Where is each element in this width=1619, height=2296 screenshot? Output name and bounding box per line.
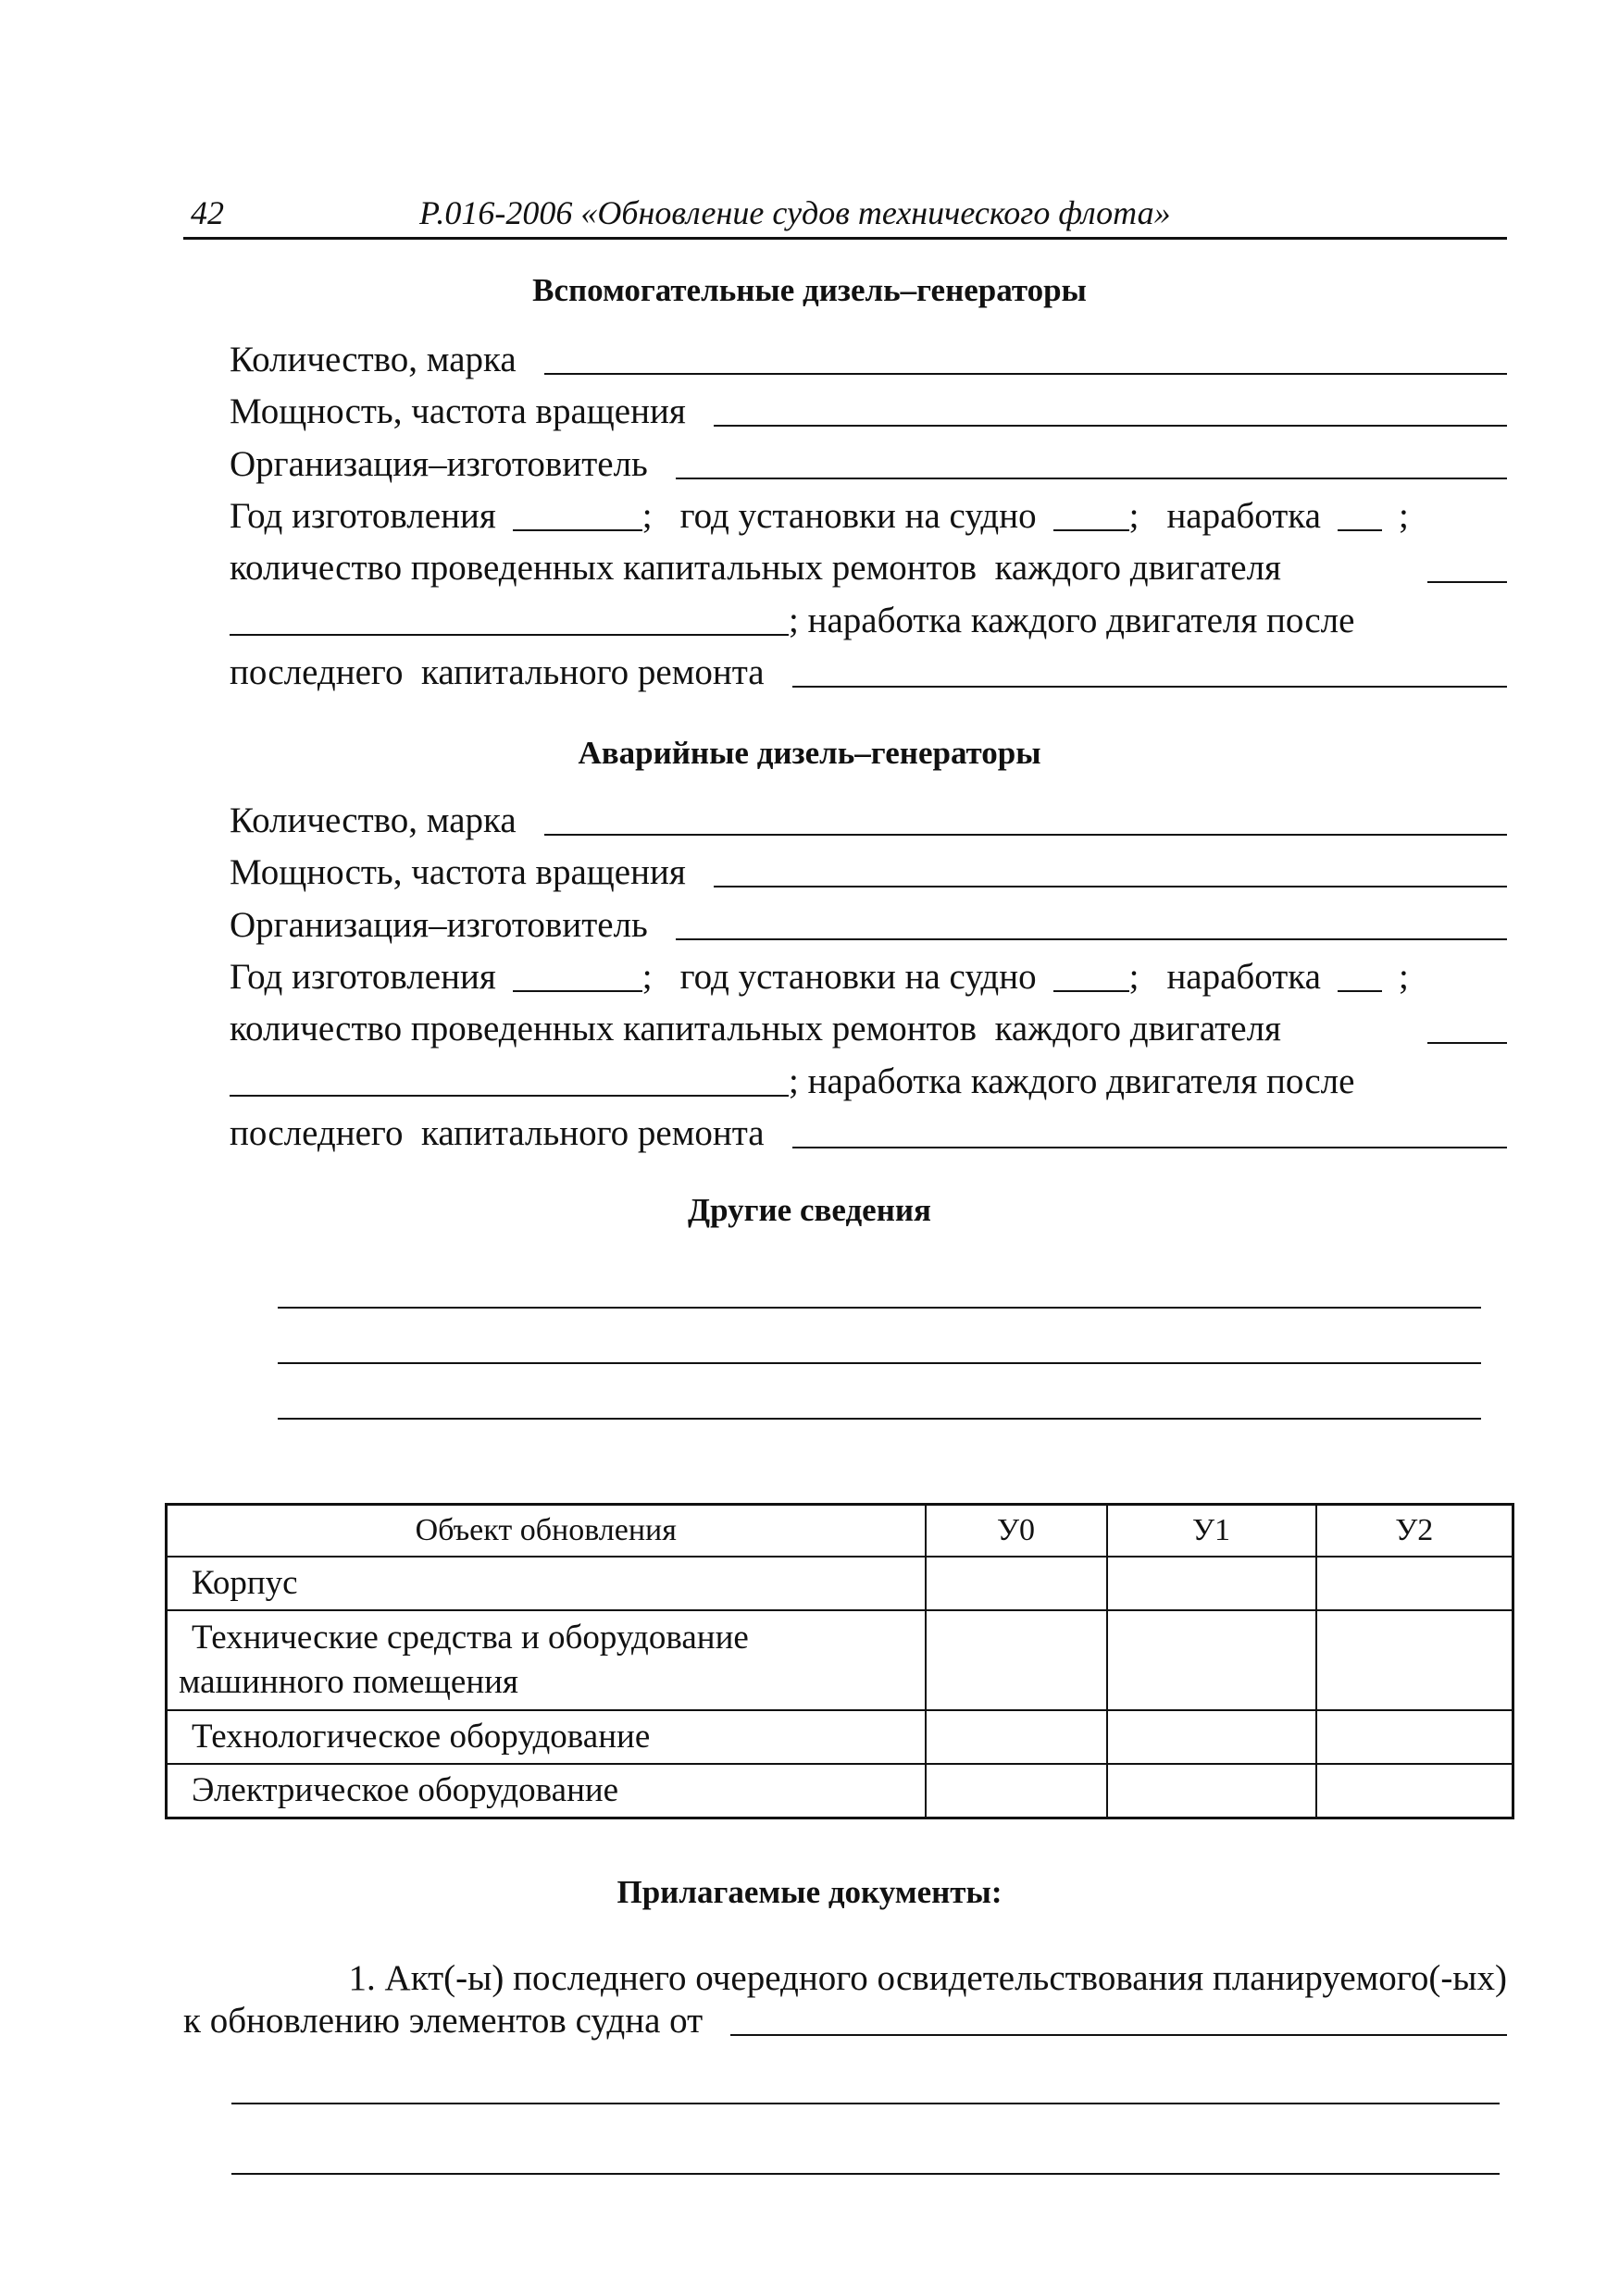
aux-manufacturer-field[interactable] — [676, 444, 1507, 479]
cell-u1[interactable] — [1107, 1610, 1316, 1710]
em-runtime-after-label: ; наработка каждого двигателя после — [789, 1061, 1355, 1101]
row-label-text: Электрическое оборудование — [192, 1771, 619, 1809]
semicolon: ; — [1398, 496, 1409, 536]
row-label-text: Корпус — [192, 1564, 298, 1602]
aux-year-installed-field[interactable] — [1053, 496, 1129, 531]
em-runtime-label: наработка — [1166, 957, 1321, 997]
aux-count-brand-row — [230, 338, 1507, 382]
aux-runtime-after-label: ; наработка каждого двигателя после — [789, 601, 1355, 640]
attached-docs-line-2[interactable] — [231, 2173, 1500, 2175]
aux-year-row — [230, 494, 1507, 539]
aux-count-brand-label: Количество, марка — [230, 340, 517, 379]
col-header-object: Объект обновления — [167, 1505, 926, 1558]
row-label-text: Технологическое оборудование — [192, 1718, 651, 1756]
attached-item-1-line-1: 1. Акт(-ы) последнего очередного освидетельствования планируемого(-ых) — [348, 1958, 1507, 1998]
em-runtime-field[interactable] — [1338, 957, 1382, 992]
table-row — [167, 1557, 1513, 1610]
attached-item-1-date-field[interactable] — [730, 2001, 1507, 2036]
em-last-overhaul-label: последнего капитального ремонта — [230, 1113, 765, 1153]
aux-overhauls-field-cont[interactable] — [230, 601, 789, 636]
table-row — [167, 1764, 1513, 1818]
table-row — [167, 1710, 1513, 1764]
em-count-brand-field[interactable] — [544, 800, 1507, 836]
aux-overhauls-label: количество проведенных капитальных ремонтов каждого двигателя — [230, 548, 1281, 588]
attached-docs-line-1[interactable] — [231, 2103, 1500, 2104]
aux-power-speed-label: Мощность, частота вращения — [230, 391, 686, 431]
semicolon: ; — [641, 496, 653, 536]
cell-u2[interactable] — [1316, 1610, 1513, 1710]
aux-count-brand-field[interactable] — [544, 340, 1507, 375]
aux-runtime-after-row — [230, 599, 1507, 643]
other-info-line-2[interactable] — [278, 1362, 1481, 1364]
table-header-row — [167, 1505, 1513, 1558]
col-header-u0: У0 — [926, 1505, 1107, 1558]
cell-u2[interactable] — [1316, 1710, 1513, 1764]
em-year-row — [230, 955, 1507, 999]
aux-last-overhaul-field[interactable] — [792, 652, 1507, 688]
em-year-made-field[interactable] — [513, 957, 642, 992]
cell-u1[interactable] — [1107, 1710, 1316, 1764]
em-power-speed-label: Мощность, частота вращения — [230, 852, 686, 892]
aux-manufacturer-row — [230, 442, 1507, 487]
aux-power-speed-field[interactable] — [714, 391, 1507, 427]
em-manufacturer-label: Организация–изготовитель — [230, 905, 648, 945]
em-manufacturer-row — [230, 903, 1507, 948]
aux-generators-heading: Вспомогательные дизель–генераторы — [532, 272, 1087, 308]
aux-runtime-field[interactable] — [1338, 496, 1382, 531]
attached-item-1-line-2 — [183, 1999, 1507, 2043]
aux-last-overhaul-row — [230, 651, 1507, 695]
em-year-installed-field[interactable] — [1053, 957, 1129, 992]
aux-runtime-label: наработка — [1166, 496, 1321, 536]
cell-u1[interactable] — [1107, 1557, 1316, 1610]
em-overhauls-field-cont[interactable] — [230, 1061, 789, 1097]
cell-u0[interactable] — [926, 1557, 1107, 1610]
cell-u0[interactable] — [926, 1710, 1107, 1764]
cell-u0[interactable] — [926, 1764, 1107, 1818]
em-last-overhaul-field[interactable] — [792, 1113, 1507, 1148]
page-number: 42 — [191, 194, 224, 231]
cell-u0[interactable] — [926, 1610, 1107, 1710]
em-year-made-label: Год изготовления — [230, 957, 496, 997]
aux-year-installed-label: год установки на судно — [679, 496, 1037, 536]
semicolon: ; — [1128, 496, 1140, 536]
em-manufacturer-field[interactable] — [676, 905, 1507, 940]
aux-overhauls-field[interactable] — [1427, 548, 1507, 583]
semicolon: ; — [641, 957, 653, 997]
row-label-technological — [167, 1710, 926, 1764]
aux-power-speed-row — [230, 390, 1507, 434]
aux-year-made-field[interactable] — [513, 496, 642, 531]
row-label-text: Технические средства и оборудование — [192, 1619, 749, 1657]
em-overhauls-label: количество проведенных капитальных ремонтов каждого двигателя — [230, 1009, 1281, 1049]
em-count-brand-row — [230, 799, 1507, 843]
em-count-brand-label: Количество, марка — [230, 800, 517, 840]
em-overhauls-field[interactable] — [1427, 1009, 1507, 1044]
other-info-line-3[interactable] — [278, 1418, 1481, 1420]
semicolon: ; — [1398, 957, 1409, 997]
em-power-speed-field[interactable] — [714, 852, 1507, 887]
attached-item-1-label: к обновлению элементов судна от — [183, 2001, 704, 2041]
emergency-generators-heading: Аварийные дизель–генераторы — [578, 735, 1041, 771]
cell-u2[interactable] — [1316, 1557, 1513, 1610]
em-power-speed-row — [230, 850, 1507, 895]
row-label-electrical — [167, 1764, 926, 1818]
row-label-hull — [167, 1557, 926, 1610]
em-overhauls-row — [230, 1007, 1507, 1051]
em-runtime-after-row — [230, 1060, 1507, 1104]
em-last-overhaul-row — [230, 1111, 1507, 1156]
row-label-engine-room — [167, 1610, 926, 1710]
aux-overhauls-row — [230, 546, 1507, 590]
aux-year-made-label: Год изготовления — [230, 496, 496, 536]
upgrade-objects-table — [165, 1503, 1514, 1819]
em-year-installed-label: год установки на судно — [679, 957, 1037, 997]
document-title: Р.016-2006 «Обновление судов технического флота» — [419, 194, 1171, 231]
semicolon: ; — [1128, 957, 1140, 997]
cell-u2[interactable] — [1316, 1764, 1513, 1818]
row-label-text: машинного помещения — [179, 1663, 518, 1701]
other-info-line-1[interactable] — [278, 1307, 1481, 1309]
running-header — [183, 192, 1507, 240]
other-info-heading: Другие сведения — [688, 1192, 931, 1228]
col-header-u2: У2 — [1316, 1505, 1513, 1558]
attached-docs-heading: Прилагаемые документы: — [616, 1874, 1003, 1910]
cell-u1[interactable] — [1107, 1764, 1316, 1818]
table-row — [167, 1610, 1513, 1710]
col-header-u1: У1 — [1107, 1505, 1316, 1558]
aux-last-overhaul-label: последнего капитального ремонта — [230, 652, 765, 692]
aux-manufacturer-label: Организация–изготовитель — [230, 444, 648, 484]
